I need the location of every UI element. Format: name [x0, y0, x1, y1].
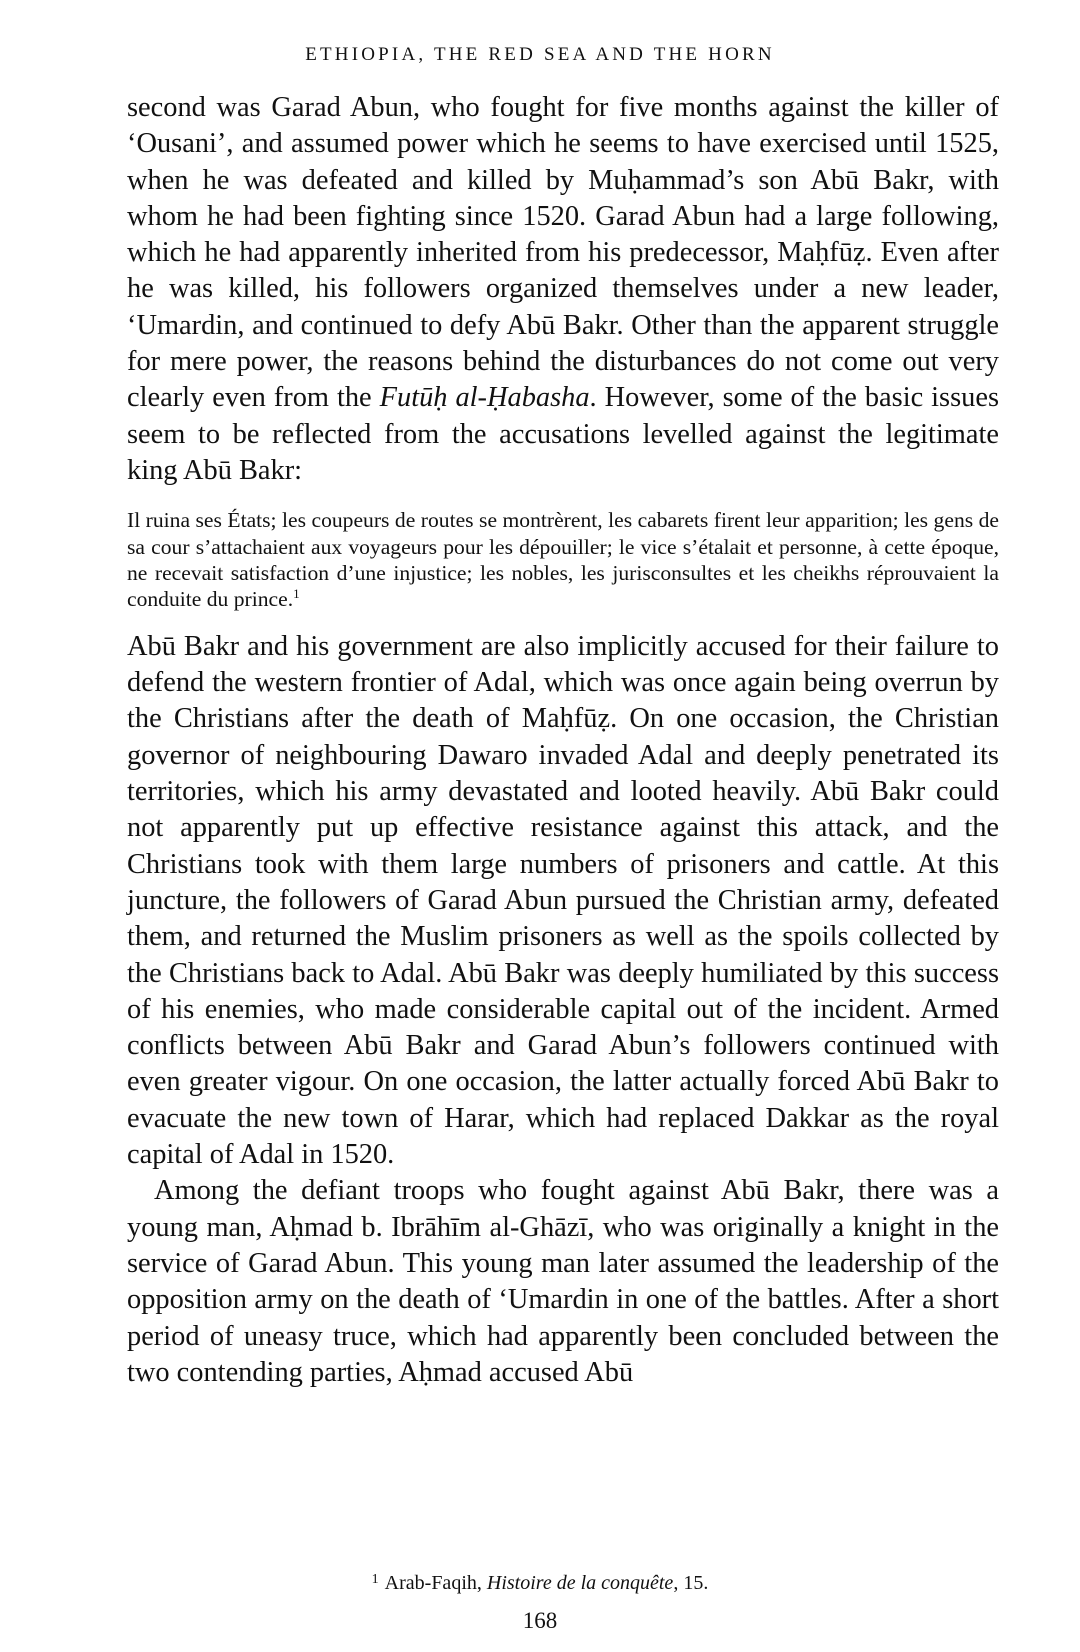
footnote — [0, 1572, 1080, 1595]
paragraph-1 — [127, 90, 999, 489]
body-text — [127, 90, 999, 1391]
footnote-mark: 1 — [371, 1572, 379, 1587]
running-head: ETHIOPIA, THE RED SEA AND THE HORN — [305, 44, 775, 65]
paragraph-1-text-b: . However, some of the basic issues seem to be reflected from the accusations levelled against the legitimate king Abū Bakr: — [127, 382, 999, 486]
footnote-text-a: Arab-Faqih, — [384, 1572, 487, 1594]
paragraph-1-text-a: second was Garad Abun, who fought for five months against the killer of ‘Ousani’, and assumed power which he seems to have exercised until 1525, when he was defeated and killed by Muḥammad’s son Abū Bakr, with whom he had been fighting since 1520. Garad Abun had a large following, which he had apparently inherited from his predecessor, Maḥfūẓ. Even after he was killed, his followers organized themselves under a new leader, ‘Umardin, and continued to defy Abū Bakr. Other than the apparent struggle for mere power, the reasons behind the disturbances do not come out very clearly even from the — [127, 92, 999, 414]
block-quote — [127, 507, 999, 613]
footnote-text-b: , 15. — [673, 1572, 709, 1594]
page-number: 168 — [522, 1608, 558, 1633]
paragraph-3: Among the defiant troops who fought against Abū Bakr, there was a young man, Aḥmad b. Ibrāhīm al-Ghāzī, who was originally a knight in the service of Garad Abun. This young man later assumed the leadership of the opposition army on the death of ‘Umardin in one of the battles. After a short period of uneasy truce, which had apparently been concluded between the two contending parties, Aḥmad accused Abū — [127, 1175, 999, 1388]
paragraph-2: Abū Bakr and his government are also implicitly accused for their failure to defend the western frontier of Adal, which was once again being overrun by the Christians after the death of Maḥfūẓ. On one occasion, the Christian governor of neighbouring Dawaro invaded Adal and deeply penetrated its territories, which his army devastated and looted heavily. Abū Bakr could not apparently put up effective resistance against this attack, and the Christians took with them large numbers of prisoners and cattle. At this juncture, the followers of Garad Abun pursued the Christian army, defeated them, and returned the Muslim prisoners as well as the spoils collected by the Christians back to Adal. Abū Bakr was deeply humiliated by this success of his enemies, who made considerable capital out of the incident. Armed conflicts between Abū Bakr and Garad Abun’s followers continued with even greater vigour. On one occasion, the latter actually forced Abū Bakr to evacuate the new town of Harar, which had replaced Dakkar as the royal capital of Adal in 1520. — [127, 630, 999, 1171]
paragraph-1-italic-title: Futūḥ al-Ḥabasha — [379, 382, 590, 414]
block-quote-text: Il ruina ses États; les coupeurs de routes se montrèrent, les cabarets firent leur apparition; les gens de sa cour s’attachaient aux voyageurs pour les dépouiller; le vice s’étalait et personne, à cette époque, ne recevait satisfaction d’une injustice; les nobles, les jurisconsultes et les cheikhs réprouvaient la conduite du prince. — [127, 508, 999, 612]
footnote-reference: 1 — [293, 586, 300, 602]
footnote-italic-title: Histoire de la conquête — [486, 1572, 674, 1594]
